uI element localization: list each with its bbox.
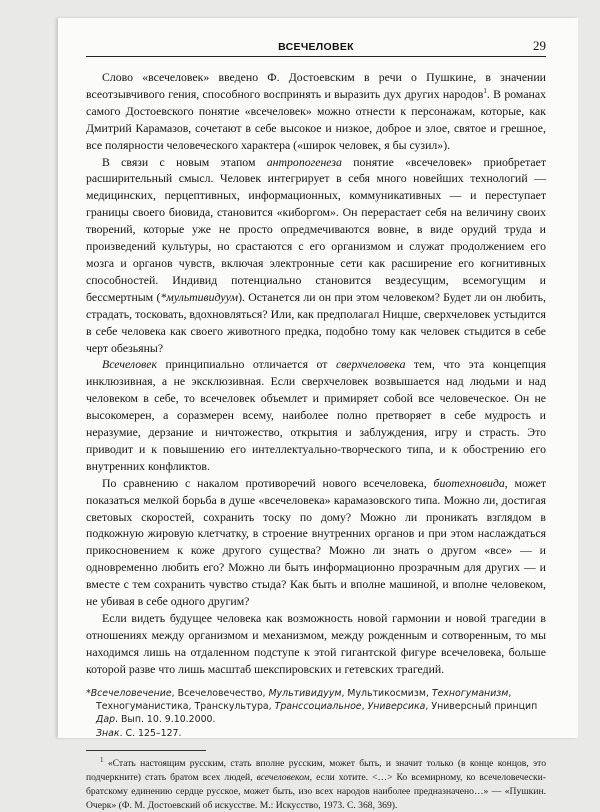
xref-term: Техногуманизм xyxy=(431,687,509,699)
xref-text: , xyxy=(361,701,368,713)
footnote-ref: 1 xyxy=(483,86,487,95)
paragraph-3 xyxy=(86,356,546,474)
p2-text-c: ). Останется ли он при этом человеком? Будет ли он любить, страдать, тосковать, вдохновляться? Или, как предполагал Ницше, сверхчеловек устыдится в себе человека как своего животного предка, подобно тому как человек стыдится в себе черт обезьяны? xyxy=(86,289,547,355)
page-content xyxy=(86,36,546,812)
p2-text-a: В связи с новым этапом xyxy=(102,154,267,169)
p4-term: биотехновида xyxy=(433,475,505,490)
p4-text-b: , может показаться мелкой борьба в душе «всечеловека» карамазовского типа. Можно ли, достигая световых скоростей, сохранить тоску по дому? Можно ли проникать взглядом в подкожную жировую клетчатку, в строение внутренних органов и при этом наслаждаться прикосновением к коже другого существа? Можно ли знать о другом «все» — и одновременно любить его? Можно ли быть информационно прозрачным для других — и вместе с тем сохранить чувство стыда? Как быть и вполне машиной, и вполне человеком, не убивая в себе одного другим? xyxy=(86,475,547,609)
body-text xyxy=(86,69,546,678)
paragraph-4 xyxy=(86,475,546,610)
p3-term: сверхчеловека xyxy=(335,357,406,372)
footnote-term: всечеловеком xyxy=(256,772,310,784)
xref-text: , Универсный принцип xyxy=(425,701,538,713)
paragraph-2 xyxy=(86,154,546,357)
source-title: Знак xyxy=(96,727,120,739)
source-title: Дар xyxy=(96,714,116,726)
xref-term: Универсика xyxy=(367,701,426,713)
see-also-block xyxy=(86,687,546,741)
xref-asterisk: * xyxy=(86,687,91,699)
footnote-text-a: «Стать настоящим русским, стать вполне русским, может быть, и значит только (в конце концов, это подчеркните) стать братом всех людей, xyxy=(86,758,546,784)
p2-text-b: понятие «всечеловек» приобретает расширительный смысл. Человек интегрирует в себя много новейших технологий — медицинских, перцептивных, информационных, коммуникативных — и переступает границы своего биовида, становится «киборгом». Он перерастает себя на величину своих творений, которые уже не просто опредмечиваются вовне, в виде орудий труда и произведений культуры, но срастаются с его организмом и служат продолжением его мозга и органов чувств, включая электронные сети как расширение его когнитивных способностей. Индивид потенциально становится вездесущим, всемогущим и бессмертным ( xyxy=(86,154,546,304)
p1-text-b: . В романах самого Достоевского понятие «всечеловек» можно отнести к персонажам, которые, как Дмитрий Карамазов, сочетают в себе высокое и низкое, доброе и злое, святое и грешное, все полярности человеческого характера («широк человек, я бы сузил»). xyxy=(86,86,547,152)
source-detail: . Вып. 10. 9.10.2000. xyxy=(115,714,216,726)
footnote-divider xyxy=(86,750,206,751)
xref-term: Всечеловечение xyxy=(90,687,172,699)
source-znak xyxy=(86,727,546,740)
xref-text: , Мультикосмизм, xyxy=(341,687,432,699)
see-also-terms xyxy=(86,687,546,714)
p3-text-b: принципиально отличается от xyxy=(157,357,336,372)
paragraph-5: Если видеть будущее человека как возможность новой гармонии и новой трагедии в отношениях между организмом и механизмом, между рожденным и сотворенным, то мы находимся лишь на отдаленном подступе к этой гигантской фигуре всечеловека, больше которой разве что лишь масштаб шекспировских и гетевских трагедий. xyxy=(86,611,546,676)
source-dar xyxy=(86,713,546,726)
source-detail: . С. 125–127. xyxy=(119,727,182,739)
running-head: ВСЕЧЕЛОВЕК xyxy=(278,41,354,53)
paragraph-1 xyxy=(86,69,546,154)
footnote-1 xyxy=(86,757,546,812)
page-header xyxy=(86,36,546,57)
book-page xyxy=(58,18,578,811)
p3-term-a: Всечеловек xyxy=(102,357,157,372)
footnote xyxy=(86,757,546,812)
p2-term-2: *мультивидуум xyxy=(160,289,239,304)
xref-text: , Всечеловечество, xyxy=(171,687,269,699)
p1-text-a: Слово «всечеловек» введено Ф. Достоевским в речи о Пушкине, в значении всеотзывчивого гения, способного воспринять и выразить дух других народов xyxy=(86,70,546,101)
page-number: 29 xyxy=(533,38,546,53)
xref-text: , Техногуманистика, Транскультура, xyxy=(96,687,512,713)
p2-term: антропогенеза xyxy=(266,154,342,169)
p4-text-a: По сравнению с накалом противоречий нового всечеловека, xyxy=(102,475,434,490)
footnote-mark: 1 xyxy=(100,756,104,765)
xref-term: Транссоциальное xyxy=(274,701,362,713)
xref-term: Мультивидуум xyxy=(268,687,342,699)
p3-text-c: тем, что эта концепция инклюзивная, а не эксклюзивная. Если сверхчеловек возвышается над людьми и над человеком в себе, то всечеловек объемлет и примиряет собой все человеческое. Он не высокомерен, а соразмерен всему, наиболее полно претворяет в себе мудрость и неразумие, дерзание и ничтожество, открытия и заблуждения, игру и страсть. Это приводит и к повышению его интеллектуально-творческого типа, и к обострению его внутренних конфликтов. xyxy=(86,357,546,473)
footnote-text-b: , если хотите. <…> Ко всемирному, ко всечеловечески-братскому единению сердце русское, может быть, изо всех народов наиболее предназначено…» — «Пушкин. Очерк» (Ф. М. Достоевский об искусстве. М.: Искусство, 1973. С. 368, 369). xyxy=(86,772,546,811)
